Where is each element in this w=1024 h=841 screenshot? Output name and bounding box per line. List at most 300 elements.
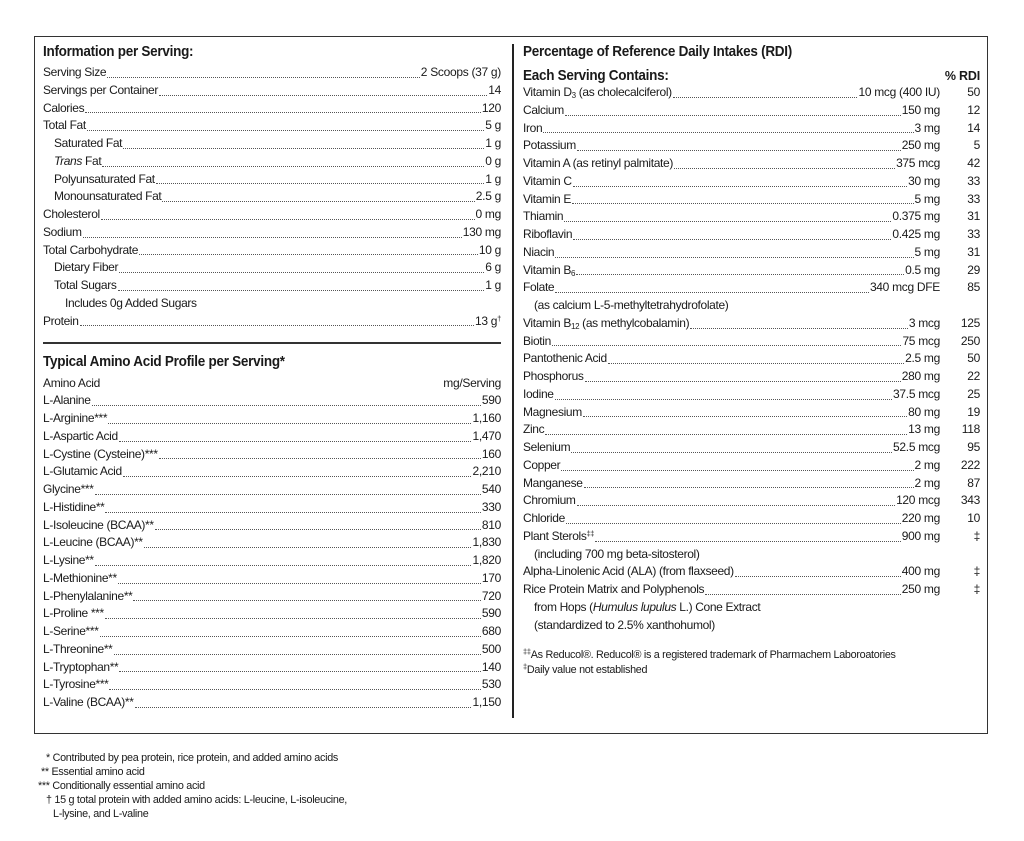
nutrient-label (54, 153, 101, 171)
rdi-row (523, 475, 980, 493)
dot-leader (156, 183, 484, 184)
dot-leader (572, 203, 914, 204)
nutrient-value-text: 0 mg (475, 207, 501, 221)
dot-leader (105, 618, 481, 619)
rdi-label (534, 546, 700, 564)
rdi-row (523, 421, 980, 439)
nutrient-label: Total Sugars (54, 278, 117, 292)
dot-leader (100, 636, 481, 637)
dot-leader (144, 547, 472, 548)
rdi-label (523, 208, 563, 226)
nutrient-row (43, 188, 501, 206)
footnote-line: L-lysine, and L-valine (53, 808, 149, 820)
amino-row (43, 410, 501, 428)
amino-value: 540 (481, 482, 501, 496)
nutrient-value (476, 206, 501, 224)
amino-name: L-Serine*** (43, 624, 99, 638)
rdi-label-text: Pantothenic Acid (523, 351, 607, 366)
rdi-label (523, 528, 594, 546)
rdi-amount: 250 mg (901, 582, 940, 596)
nutrient-value (485, 277, 501, 295)
dot-leader (95, 494, 481, 495)
rdi-amount: 250 mg (901, 138, 940, 153)
rdi-label-text: Vitamin E (523, 191, 571, 206)
amino-value: 810 (481, 517, 501, 532)
rdi-label (523, 279, 554, 297)
rdi-label-text: Folate (523, 280, 555, 295)
dot-leader (577, 505, 896, 506)
amino-name: L-Tryptophan** (43, 659, 119, 674)
nutrient-label: Monounsaturated Fat (54, 189, 162, 204)
nutrient-value-text: 2.5 g (475, 189, 501, 204)
amino-row (43, 659, 501, 677)
rdi-label (523, 563, 734, 581)
dot-leader (595, 541, 901, 542)
amino-name: L-Histidine** (43, 499, 105, 514)
dot-leader (155, 529, 481, 530)
rdi-amount: 2 mg (914, 457, 940, 472)
rdi-row (523, 226, 980, 244)
rdi-label (523, 581, 704, 599)
rdi-percent: 12 (967, 102, 980, 117)
dot-leader (87, 130, 484, 131)
nutrient-label: Servings per Container (43, 82, 159, 97)
rdi-percent: 50 (967, 351, 980, 366)
amino-name: L-Lysine** (43, 553, 94, 567)
amino-name: L-Leucine (BCAA)** (43, 535, 143, 550)
amino-value: 590 (481, 393, 501, 408)
dot-leader (162, 201, 474, 202)
nutrient-value (485, 117, 501, 135)
amino-value: 1,830 (472, 535, 501, 550)
dot-leader (139, 254, 478, 255)
rdi-percent: 31 (967, 209, 980, 224)
rdi-amount: 3 mg (914, 120, 940, 135)
nutrient-label: Saturated Fat (54, 136, 123, 150)
rdi-row (523, 120, 980, 138)
amino-value: 1,470 (472, 428, 501, 443)
dot-leader (109, 689, 480, 690)
rdi-label-text: Rice Protein Matrix and Polyphenols (523, 582, 705, 596)
amino-value: 720 (481, 588, 501, 603)
dot-leader (571, 452, 892, 453)
nutrient-value-text: 6 g (485, 260, 501, 275)
rdi-row (523, 191, 980, 209)
amino-value: 140 (481, 659, 501, 674)
rdi-label (523, 404, 582, 422)
rdi-label-text: Biotin (523, 333, 551, 348)
dot-leader (83, 237, 462, 238)
amino-name: L-Tyrosine*** (43, 677, 109, 692)
nutrient-value-text: 1 g (485, 136, 501, 150)
amino-row (43, 499, 501, 517)
amino-name: L-Phenylalanine** (43, 588, 133, 603)
dot-leader (119, 671, 481, 672)
dot-leader (608, 363, 904, 364)
footnote-mark: ‡‡ (523, 647, 531, 657)
dot-leader (555, 292, 869, 293)
rdi-label-text: Iodine (523, 386, 554, 401)
rdi-row (523, 510, 980, 528)
rdi-amount: 375 mcg (896, 156, 940, 170)
nutrient-value (485, 153, 501, 171)
rdi-amount: 0.375 mg (892, 209, 940, 224)
nutrient-row (43, 277, 501, 295)
nutrient-row (43, 117, 501, 135)
rdi-amount: 5 mg (914, 191, 940, 206)
amino-row (43, 676, 501, 694)
rdi-percent: 33 (967, 227, 980, 241)
rdi-amount: 3 mcg (908, 315, 940, 330)
footnote-text: Daily value not established (526, 664, 648, 677)
amino-name: L-Threonine** (43, 641, 113, 656)
rdi-amount: 13 mg (908, 422, 940, 437)
amino-row (43, 463, 501, 481)
rdi-percent: 250 (960, 333, 980, 348)
rdi-label-text: Vitamin B (523, 315, 571, 330)
rdi-label (523, 350, 607, 368)
rdi-amount: 0.5 mg (905, 262, 940, 277)
amino-footnotes (38, 751, 347, 821)
rdi-percent: 85 (967, 280, 980, 295)
amino-value: 160 (481, 446, 501, 461)
nutrient-row (43, 64, 501, 82)
subscript: 3 (571, 91, 576, 100)
dot-leader (585, 381, 901, 382)
rdi-label (523, 457, 560, 475)
info-heading: Information per Serving: (43, 43, 194, 60)
rdi-percent: 343 (960, 493, 980, 508)
rdi-percent: 33 (967, 191, 980, 206)
nutrient-row (43, 259, 501, 277)
rdi-percent: 19 (967, 404, 980, 419)
nutrient-value (475, 313, 501, 331)
rdi-label (523, 244, 554, 262)
rdi-label (523, 102, 564, 120)
nutrient-value-text: 120 (481, 100, 501, 115)
amino-name: Glycine*** (43, 482, 94, 496)
dot-leader (545, 434, 907, 435)
rdi-percent: 10 (967, 511, 980, 525)
rdi-subheader (523, 64, 980, 84)
dot-leader (102, 166, 484, 167)
rdi-percent: 33 (967, 173, 980, 188)
rdi-amount: 37.5 mcg (893, 386, 940, 401)
rdi-label (523, 333, 551, 351)
rdi-label (523, 262, 575, 280)
rdi-row-continuation (523, 617, 980, 635)
rdi-amount: 340 mcg DFE (869, 280, 940, 295)
rdi-label (523, 439, 570, 457)
rdi-amount: 5 mg (914, 244, 940, 259)
rdi-label-text: Alpha-Linolenic Acid (ALA) (from flaxseed) (523, 564, 734, 579)
rdi-label-text: Vitamin D (523, 85, 572, 99)
rdi-percent: 125 (960, 315, 980, 330)
amino-value: 590 (481, 606, 501, 621)
nutrient-label: Cholesterol (43, 207, 100, 221)
rdi-row (523, 137, 980, 155)
rdi-label-text: Vitamin C (523, 173, 572, 188)
amino-row (43, 605, 501, 623)
dot-leader (564, 221, 891, 222)
nutrient-value-text: 1 g (485, 171, 501, 186)
footnote-line: † 15 g total protein with added amino acids: L-leucine, L-isoleucine, (46, 794, 348, 806)
footnote-line: * Contributed by pea protein, rice protein, and added amino acids (46, 752, 339, 764)
amino-value: 680 (481, 624, 501, 638)
amino-value: 2,210 (472, 464, 501, 479)
dot-leader (576, 274, 904, 275)
rdi-percent: 22 (967, 369, 980, 383)
rdi-label (523, 510, 565, 528)
rdi-percent: ‡ (973, 528, 980, 543)
nutrient-value (485, 259, 501, 277)
subscript: 6 (571, 268, 576, 278)
rdi-label-text: Calcium (523, 102, 564, 117)
amino-column-header (43, 374, 501, 392)
amino-row (43, 428, 501, 446)
nutrient-label: Sodium (43, 224, 82, 239)
nutrient-value (485, 171, 501, 189)
rdi-percent: 50 (967, 85, 980, 99)
nutrient-label-text: Fat (82, 153, 102, 168)
nutrient-label-italic: Trans (54, 153, 83, 168)
rdi-label (523, 315, 689, 333)
nutrient-row (43, 82, 501, 100)
rdi-label-text: Riboflavin (523, 227, 573, 241)
nutrient-label: Includes 0g Added Sugars (65, 295, 197, 310)
amino-name: L-Aspartic Acid (43, 428, 118, 443)
rdi-label (523, 492, 576, 510)
rdi-amount: 150 mg (901, 102, 940, 117)
dot-leader (159, 458, 481, 459)
rdi-percent: 31 (967, 244, 980, 259)
rdi-label-text: Phosphorus (523, 369, 584, 383)
amino-value: 1,150 (472, 695, 501, 709)
nutrient-value (482, 100, 501, 118)
rdi-label-text: Vitamin B (523, 262, 571, 277)
rdi-percent: 118 (961, 422, 980, 437)
rdi-row-continuation (523, 599, 980, 617)
rdi-label (523, 421, 544, 439)
dot-leader (123, 148, 484, 149)
dot-leader (552, 345, 902, 346)
dot-leader (135, 707, 472, 708)
rdi-label-text: Chromium (523, 493, 576, 508)
rdi-subheading: Each Serving Contains: (523, 67, 669, 84)
footnote-mark: ‡ (523, 662, 527, 672)
dot-leader (119, 272, 484, 273)
dot-leader (114, 654, 481, 655)
nutrient-row (43, 295, 501, 313)
dot-leader (105, 512, 480, 513)
rdi-label (523, 368, 584, 386)
rdi-label-text: Potassium (523, 138, 576, 153)
rdi-percent: 29 (967, 262, 980, 277)
superscript-mark: ‡‡ (586, 528, 595, 538)
right-column (523, 40, 980, 678)
amino-row (43, 570, 501, 588)
info-rows (43, 64, 501, 330)
column-divider (512, 44, 514, 718)
rdi-amount: 120 mcg (896, 493, 940, 508)
rdi-percent: ‡ (973, 582, 980, 596)
left-column (43, 40, 501, 712)
rdi-label-text: Selenium (523, 440, 571, 454)
rdi-label (523, 386, 554, 404)
rdi-label-text: Plant Sterols (523, 528, 587, 543)
amino-name: L-Arginine*** (43, 411, 108, 425)
rdi-label-rest: (as methylcobalamin) (579, 315, 690, 330)
amino-value: 330 (481, 499, 501, 514)
rdi-percent: 25 (967, 386, 980, 401)
amino-row (43, 588, 501, 606)
rdi-label-text: Manganese (523, 475, 583, 490)
nutrient-row (43, 153, 501, 171)
amino-name: L-Isoleucine (BCAA)** (43, 517, 154, 532)
dot-leader (565, 115, 901, 116)
nutrient-row (43, 313, 501, 331)
amino-row (43, 694, 501, 712)
rdi-percent: 14 (967, 120, 980, 135)
dot-leader (573, 239, 891, 240)
dot-leader (133, 600, 480, 601)
rdi-row (523, 350, 980, 368)
amino-row (43, 517, 501, 535)
rdi-row (523, 439, 980, 457)
dagger-mark: † (497, 313, 501, 323)
amino-row (43, 623, 501, 641)
nutrient-value-text: 13 g (474, 313, 498, 328)
dot-leader (95, 565, 472, 566)
dot-leader (573, 186, 907, 187)
rdi-row (523, 563, 980, 581)
dot-leader (118, 583, 481, 584)
amino-heading: Typical Amino Acid Profile per Serving* (43, 353, 285, 371)
rdi-label-rest: (as cholecalciferol) (575, 85, 672, 99)
rdi-amount: 75 mcg (902, 333, 940, 348)
rdi-amount: 0.425 mg (892, 227, 940, 241)
rdi-amount: 220 mg (901, 511, 940, 525)
amino-value: 500 (481, 641, 501, 656)
rdi-percent: 5 (973, 138, 980, 153)
amino-name: L-Cystine (Cysteine)*** (43, 446, 158, 461)
nutrient-label: Dietary Fiber (54, 260, 119, 275)
dot-leader (108, 423, 471, 424)
rdi-footnote (523, 663, 980, 678)
rdi-label-text: Iron (523, 120, 543, 135)
dot-leader (80, 325, 474, 326)
rdi-amount: 2 mg (914, 475, 940, 490)
nutrient-row (43, 171, 501, 189)
rdi-percent: 222 (960, 457, 980, 472)
amino-row (43, 392, 501, 410)
footnote-line: ** Essential amino acid (41, 766, 145, 778)
amino-rows (43, 392, 501, 712)
amino-name: L-Valine (BCAA)** (43, 695, 134, 709)
rdi-label-text: Magnesium (523, 404, 582, 419)
amino-row (43, 446, 501, 464)
rdi-row (523, 262, 980, 280)
section-divider (43, 342, 501, 344)
nutrient-row (43, 206, 501, 224)
rdi-amount: 10 mcg (400 IU) (858, 85, 940, 99)
rdi-percent: 42 (967, 156, 980, 170)
subscript: 12 (571, 321, 580, 331)
dot-leader (577, 150, 901, 151)
dot-leader (690, 328, 908, 329)
rdi-label-text: Zinc (523, 422, 545, 437)
amino-row (43, 552, 501, 570)
amino-row (43, 534, 501, 552)
nutrient-label: Total Carbohydrate (43, 242, 139, 257)
dot-leader (584, 487, 914, 488)
nutrient-value (476, 188, 501, 206)
nutrient-value-text: 5 g (485, 118, 501, 133)
rdi-amount: 52.5 mcg (893, 440, 940, 454)
nutrient-label: Serving Size (43, 65, 107, 79)
nutrient-value (421, 64, 501, 82)
rdi-footnote (523, 648, 980, 663)
nutrient-value (463, 224, 501, 242)
dot-leader (566, 523, 901, 524)
rdi-row (523, 333, 980, 351)
nutrient-row (43, 224, 501, 242)
footnote-text: As Reducol®. Reducol® is a registered trademark of Pharmachem Laboroatories (530, 649, 896, 662)
dot-leader (101, 219, 475, 220)
amino-value: 530 (481, 677, 501, 692)
rdi-label-text: Chloride (523, 511, 565, 525)
dot-leader (543, 132, 913, 133)
dot-leader (555, 257, 913, 258)
dot-leader (673, 97, 858, 98)
rdi-row (523, 102, 980, 120)
amino-col-value: mg/Serving (443, 376, 501, 391)
nutrient-value-text: 10 g (478, 242, 501, 257)
rdi-amount: 280 mg (901, 369, 940, 383)
rdi-label (523, 191, 571, 209)
nutrient-value (485, 135, 501, 153)
dot-leader (555, 399, 892, 400)
rdi-amount: 900 mg (901, 528, 940, 543)
nutrient-value (479, 242, 501, 260)
rdi-row (523, 404, 980, 422)
dot-leader (118, 290, 485, 291)
amino-value: 1,820 (472, 553, 501, 567)
rdi-row (523, 492, 980, 510)
rdi-label-text: Thiamin (523, 209, 564, 224)
rdi-row (523, 457, 980, 475)
rdi-label (523, 120, 542, 138)
rdi-row (523, 315, 980, 333)
rdi-label (523, 137, 576, 155)
dot-leader (92, 405, 481, 406)
rdi-percent: 95 (967, 440, 980, 454)
rdi-row (523, 386, 980, 404)
amino-name: L-Proline *** (43, 606, 104, 621)
dot-leader (735, 576, 901, 577)
rdi-label (534, 599, 760, 617)
rdi-percent: ‡ (973, 564, 980, 579)
dot-leader (561, 470, 913, 471)
rdi-label (534, 297, 728, 315)
dot-leader (583, 416, 907, 417)
nutrient-row (43, 242, 501, 260)
dot-leader (85, 112, 481, 113)
amino-name: L-Glutamic Acid (43, 464, 122, 479)
nutrient-value-text: 130 mg (462, 224, 501, 239)
rdi-label (523, 155, 673, 173)
rdi-label-text: (as calcium L-5-methyltetrahydrofolate) (534, 298, 729, 312)
